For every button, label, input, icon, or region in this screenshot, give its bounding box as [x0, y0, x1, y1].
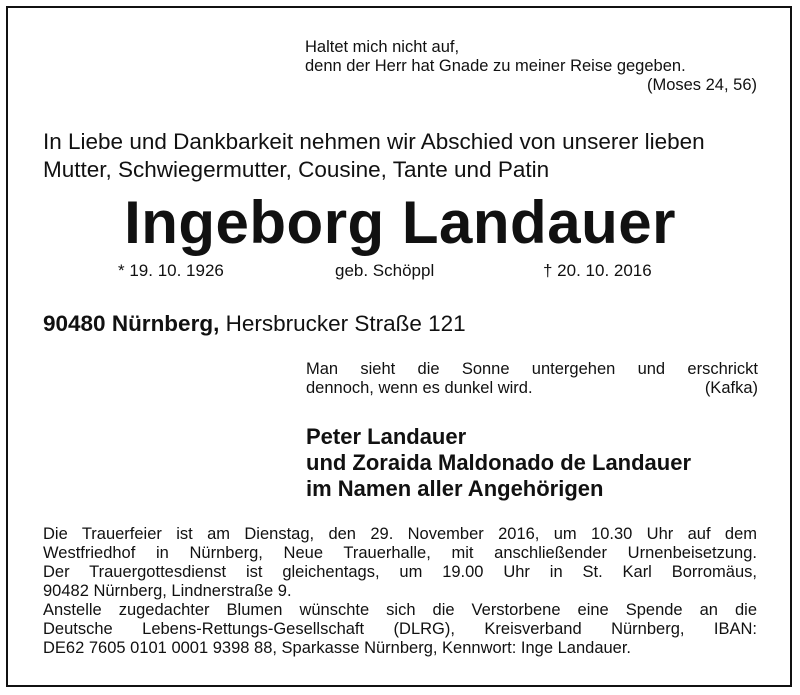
- address-city: 90480 Nürnberg,: [43, 311, 220, 336]
- intro-line-2: Mutter, Schwiegermutter, Cousine, Tante und Patin: [43, 157, 550, 182]
- address-street: Hersbrucker Straße 121: [225, 311, 466, 336]
- mourner-line-1: Peter Landauer: [306, 424, 467, 449]
- mourners: [306, 424, 691, 502]
- address: [43, 310, 466, 338]
- maiden-name: geb. Schöppl: [335, 261, 435, 280]
- details-line: DE62 7605 0101 0001 9398 88, Sparkasse Nürnberg, Kennwort: Inge Landauer.: [43, 639, 632, 657]
- details-line: 90482 Nürnberg, Lindnerstraße 9.: [43, 582, 292, 600]
- deceased-name: Ingeborg Landauer: [124, 189, 676, 256]
- verse-line-1: Haltet mich nicht auf,: [305, 38, 460, 56]
- quote-line-1: Man sieht die Sonne untergehen und erschrickt: [306, 360, 758, 378]
- mourner-line-2: und Zoraida Maldonado de Landauer: [306, 450, 692, 475]
- details-line: Die Trauerfeier ist am Dienstag, den 29. November 2016, um 10.30 Uhr auf dem: [43, 525, 757, 543]
- bible-verse: [305, 38, 757, 95]
- funeral-details: [43, 525, 757, 658]
- details-line: Westfriedhof in Nürnberg, Neue Trauerhalle, mit anschließender Urnenbeisetzung.: [43, 544, 757, 562]
- verse-line-2: denn der Herr hat Gnade zu meiner Reise gegeben.: [305, 57, 686, 75]
- birth-date: * 19. 10. 1926: [118, 261, 224, 280]
- death-date: † 20. 10. 2016: [543, 261, 652, 280]
- intro-text: [43, 128, 705, 184]
- details-line: Anstelle zugedachter Blumen wünschte sich die Verstorbene eine Spende an die: [43, 601, 757, 619]
- details-line: Der Trauergottesdienst ist gleichentags, um 19.00 Uhr in St. Karl Borromäus,: [43, 563, 757, 581]
- details-line: Deutsche Lebens-Rettungs-Gesellschaft (DLRG), Kreisverband Nürnberg, IBAN:: [43, 620, 757, 638]
- intro-line-1: In Liebe und Dankbarkeit nehmen wir Abschied von unserer lieben: [43, 129, 705, 154]
- kafka-quote: [306, 360, 758, 398]
- mourner-line-3: im Namen aller Angehörigen: [306, 476, 604, 501]
- quote-line-2: dennoch, wenn es dunkel wird.: [306, 379, 533, 397]
- verse-reference: (Moses 24, 56): [646, 76, 757, 94]
- quote-author: (Kafka): [704, 379, 758, 397]
